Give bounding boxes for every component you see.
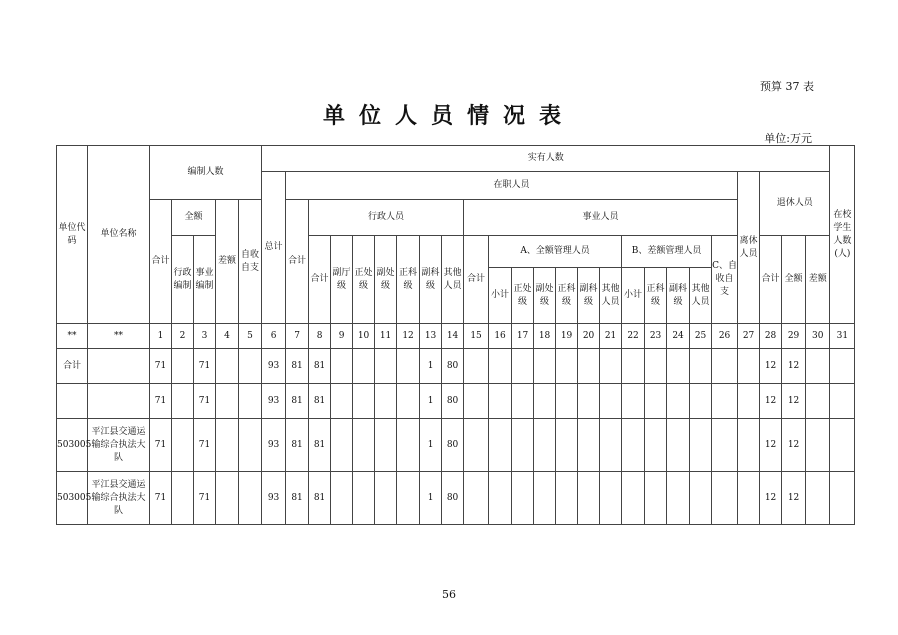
value-cell (172, 349, 194, 384)
index-cell: 27 (738, 324, 760, 349)
value-cell (806, 419, 830, 472)
value-cell (512, 419, 534, 472)
value-cell (578, 419, 600, 472)
header-c-self-funded: C、自收自支 (712, 236, 738, 324)
value-cell (556, 349, 578, 384)
value-cell (239, 349, 262, 384)
index-cell: 29 (782, 324, 806, 349)
value-cell: 12 (782, 349, 806, 384)
value-cell (600, 472, 622, 525)
value-cell: 12 (760, 384, 782, 419)
value-cell: 93 (262, 472, 286, 525)
index-cell: ** (57, 324, 88, 349)
value-cell (489, 384, 512, 419)
value-cell: 71 (150, 419, 172, 472)
index-cell: 28 (760, 324, 782, 349)
value-cell (806, 472, 830, 525)
value-cell (622, 472, 645, 525)
value-cell: 81 (309, 349, 331, 384)
value-cell: 71 (150, 384, 172, 419)
personnel-table (56, 145, 855, 525)
unit-code-cell: 合计 (57, 349, 88, 384)
header-retired-full: 全额 (782, 236, 806, 324)
value-cell: 12 (760, 419, 782, 472)
value-cell: 12 (760, 472, 782, 525)
value-cell (578, 384, 600, 419)
header-full-zheng-chu: 正处级 (512, 268, 534, 324)
header-admin-fu-ke: 副科级 (420, 236, 442, 324)
header-full: 全额 (172, 200, 216, 236)
value-cell (239, 419, 262, 472)
table-row (57, 419, 855, 472)
index-cell: 7 (286, 324, 309, 349)
header-students: 在校学生人数(人) (830, 146, 855, 324)
value-cell (397, 472, 420, 525)
index-cell: 20 (578, 324, 600, 349)
header-diff-other: 其他人员 (690, 268, 712, 324)
value-cell (830, 419, 855, 472)
value-cell (353, 419, 375, 472)
unit-name-cell (88, 349, 150, 384)
index-cell: 19 (556, 324, 578, 349)
index-cell: 24 (667, 324, 690, 349)
header-full-zheng-ke: 正科级 (556, 268, 578, 324)
index-cell: 12 (397, 324, 420, 349)
value-cell (830, 384, 855, 419)
value-cell: 71 (194, 384, 216, 419)
index-cell: 9 (331, 324, 353, 349)
value-cell (239, 472, 262, 525)
header-in-service: 在职人员 (286, 172, 738, 200)
value-cell: 80 (442, 472, 464, 525)
index-cell: 18 (534, 324, 556, 349)
value-cell: 71 (150, 349, 172, 384)
value-cell: 81 (309, 472, 331, 525)
header-retired-total: 合计 (760, 236, 782, 324)
value-cell: 80 (442, 419, 464, 472)
value-cell (512, 349, 534, 384)
unit-name-cell (88, 384, 150, 419)
index-cell: 15 (464, 324, 489, 349)
value-cell (397, 384, 420, 419)
page-number: 56 (442, 588, 456, 601)
value-cell (600, 384, 622, 419)
value-cell: 80 (442, 349, 464, 384)
value-cell (690, 419, 712, 472)
value-cell (375, 472, 397, 525)
value-cell: 81 (309, 419, 331, 472)
index-cell: 21 (600, 324, 622, 349)
value-cell (353, 384, 375, 419)
index-cell: 25 (690, 324, 712, 349)
value-cell (645, 472, 667, 525)
value-cell (690, 349, 712, 384)
value-cell (556, 384, 578, 419)
value-cell (397, 419, 420, 472)
value-cell (375, 349, 397, 384)
header-admin-staff: 行政人员 (309, 200, 464, 236)
value-cell: 71 (194, 472, 216, 525)
unit-name-cell: 平江县交通运输综合执法大队 (88, 419, 150, 472)
header-admin-other: 其他人员 (442, 236, 464, 324)
value-cell (667, 472, 690, 525)
header-diff-subtotal: 小计 (622, 268, 645, 324)
value-cell (331, 384, 353, 419)
unit-code-cell: 503005 (57, 472, 88, 525)
table-row (57, 384, 855, 419)
value-cell (216, 419, 239, 472)
value-cell (738, 384, 760, 419)
value-cell: 93 (262, 349, 286, 384)
header-retired: 退休人员 (760, 172, 830, 236)
value-cell (216, 384, 239, 419)
index-cell: 6 (262, 324, 286, 349)
table-row (57, 472, 855, 525)
index-cell: 10 (353, 324, 375, 349)
value-cell: 81 (286, 349, 309, 384)
value-cell (645, 419, 667, 472)
value-cell (489, 419, 512, 472)
header-deputy-dept: 副厅级 (331, 236, 353, 324)
table-row (57, 349, 855, 384)
index-cell: 2 (172, 324, 194, 349)
index-cell: 11 (375, 324, 397, 349)
index-cell: 3 (194, 324, 216, 349)
header-row-4 (57, 236, 855, 268)
header-self-funded: 自收自支 (239, 200, 262, 324)
value-cell (712, 472, 738, 525)
value-cell (464, 349, 489, 384)
value-cell: 71 (194, 349, 216, 384)
value-cell: 12 (760, 349, 782, 384)
value-cell (375, 384, 397, 419)
value-cell (534, 472, 556, 525)
header-total: 合计 (150, 200, 172, 324)
header-career-staff: 事业人员 (464, 200, 738, 236)
index-cell: 14 (442, 324, 464, 349)
value-cell (331, 419, 353, 472)
value-cell (512, 384, 534, 419)
value-cell (216, 349, 239, 384)
index-cell: 16 (489, 324, 512, 349)
value-cell (464, 419, 489, 472)
header-full-mgmt: A、全额管理人员 (489, 236, 622, 268)
header-diff-mgmt: B、差额管理人员 (622, 236, 712, 268)
value-cell (738, 472, 760, 525)
value-cell: 93 (262, 384, 286, 419)
value-cell: 12 (782, 384, 806, 419)
value-cell (712, 349, 738, 384)
value-cell (667, 384, 690, 419)
budget-table-label: 预算 37 表 (760, 80, 814, 93)
value-cell (806, 384, 830, 419)
value-cell (556, 472, 578, 525)
value-cell: 93 (262, 419, 286, 472)
value-cell: 12 (782, 472, 806, 525)
value-cell (645, 384, 667, 419)
header-in-service-total: 合计 (286, 200, 309, 324)
unit-label: 单位:万元 (764, 132, 812, 145)
value-cell (464, 384, 489, 419)
value-cell (690, 384, 712, 419)
value-cell (830, 472, 855, 525)
value-cell: 1 (420, 384, 442, 419)
index-cell: 31 (830, 324, 855, 349)
value-cell (622, 349, 645, 384)
header-admin-est: 行政编制 (172, 236, 194, 324)
header-full-fu-ke: 副科级 (578, 268, 600, 324)
value-cell (239, 384, 262, 419)
value-cell (331, 472, 353, 525)
index-cell: 1 (150, 324, 172, 349)
index-cell: 8 (309, 324, 331, 349)
value-cell (489, 349, 512, 384)
header-row-3 (57, 200, 855, 236)
value-cell (556, 419, 578, 472)
value-cell: 71 (150, 472, 172, 525)
value-cell: 12 (782, 419, 806, 472)
value-cell (397, 349, 420, 384)
value-cell: 71 (194, 419, 216, 472)
value-cell (534, 384, 556, 419)
value-cell: 80 (442, 384, 464, 419)
header-grand-total: 总计 (262, 172, 286, 324)
header-full-subtotal: 小计 (489, 268, 512, 324)
value-cell (667, 419, 690, 472)
value-cell (375, 419, 397, 472)
value-cell (489, 472, 512, 525)
value-cell (622, 419, 645, 472)
value-cell (806, 349, 830, 384)
value-cell (534, 419, 556, 472)
index-cell: 4 (216, 324, 239, 349)
value-cell: 1 (420, 349, 442, 384)
index-cell: 26 (712, 324, 738, 349)
value-cell (600, 349, 622, 384)
value-cell (172, 384, 194, 419)
value-cell (172, 472, 194, 525)
value-cell (331, 349, 353, 384)
value-cell (578, 349, 600, 384)
value-cell (830, 349, 855, 384)
value-cell (353, 349, 375, 384)
value-cell (667, 349, 690, 384)
value-cell: 81 (286, 419, 309, 472)
value-cell (738, 349, 760, 384)
unit-code-cell (57, 384, 88, 419)
value-cell (712, 384, 738, 419)
value-cell (578, 472, 600, 525)
page-title: 单位人员情况表 (322, 103, 575, 129)
header-career-total: 合计 (464, 236, 489, 324)
header-admin-total: 合计 (309, 236, 331, 324)
unit-code-cell: 503005 (57, 419, 88, 472)
header-diff-zheng-ke: 正科级 (645, 268, 667, 324)
header-row-1 (57, 146, 855, 172)
value-cell (645, 349, 667, 384)
header-retired-cadre: 离休人员 (738, 172, 760, 324)
index-cell: 23 (645, 324, 667, 349)
data-rows (57, 349, 855, 525)
header-diff-fu-ke: 副科级 (667, 268, 690, 324)
header-career-est: 事业编制 (194, 236, 216, 324)
value-cell: 1 (420, 472, 442, 525)
unit-name-cell: 平江县交通运输综合执法大队 (88, 472, 150, 525)
index-cell: 5 (239, 324, 262, 349)
header-unit-code: 单位代码 (57, 146, 88, 324)
index-cell: 17 (512, 324, 534, 349)
value-cell (712, 419, 738, 472)
value-cell (216, 472, 239, 525)
header-actual: 实有人数 (262, 146, 830, 172)
header-admin-fu-chu: 副处级 (375, 236, 397, 324)
value-cell (690, 472, 712, 525)
header-admin-zheng-ke: 正科级 (397, 236, 420, 324)
header-full-other: 其他人员 (600, 268, 622, 324)
value-cell: 81 (286, 384, 309, 419)
value-cell (464, 472, 489, 525)
value-cell (353, 472, 375, 525)
header-unit-name: 单位名称 (88, 146, 150, 324)
value-cell (600, 419, 622, 472)
value-cell: 81 (286, 472, 309, 525)
header-full-fu-chu: 副处级 (534, 268, 556, 324)
index-row (57, 324, 855, 349)
index-cell: ** (88, 324, 150, 349)
value-cell: 81 (309, 384, 331, 419)
index-cell: 22 (622, 324, 645, 349)
value-cell (622, 384, 645, 419)
header-admin-zheng-chu: 正处级 (353, 236, 375, 324)
header-retired-diff: 差额 (806, 236, 830, 324)
value-cell: 1 (420, 419, 442, 472)
value-cell (738, 419, 760, 472)
header-establishment: 编制人数 (150, 146, 262, 200)
value-cell (512, 472, 534, 525)
value-cell (534, 349, 556, 384)
index-cell: 13 (420, 324, 442, 349)
value-cell (172, 419, 194, 472)
header-diff: 差额 (216, 200, 239, 324)
index-cell: 30 (806, 324, 830, 349)
